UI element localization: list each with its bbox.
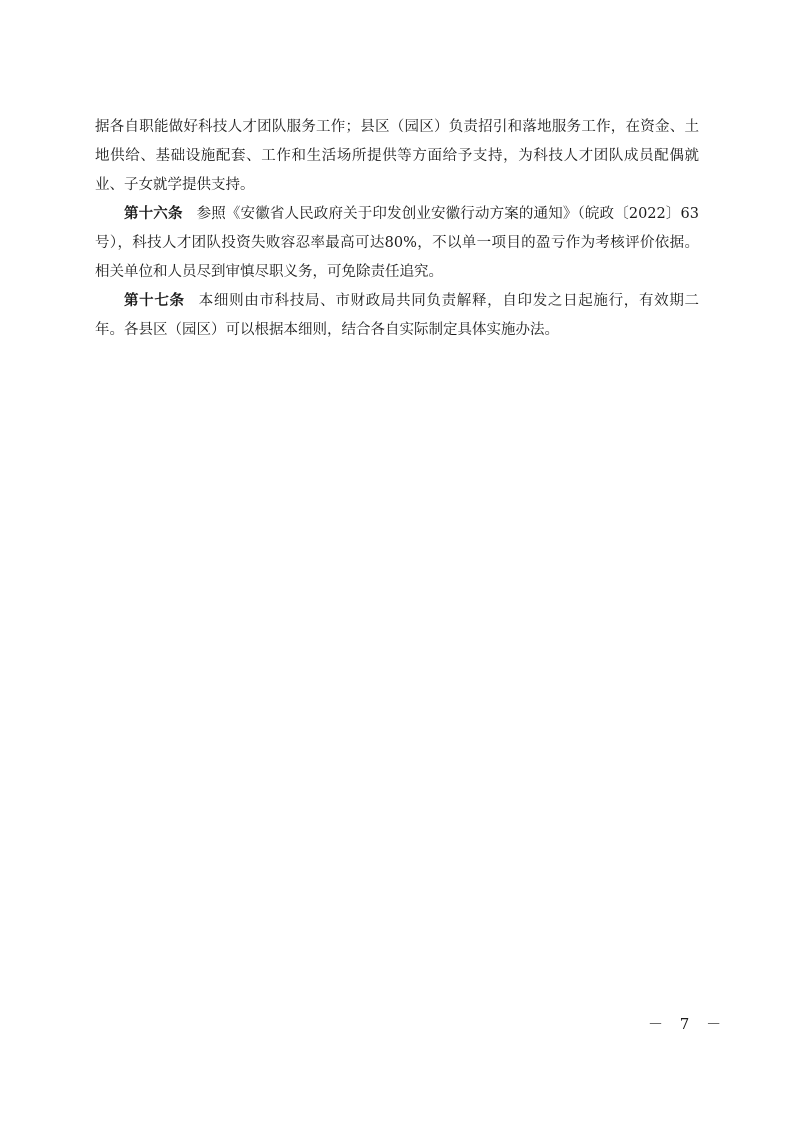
paragraph-text: 据各自职能做好科技人才团队服务工作；县区（园区）负责招引和落地服务工作，在资金、土地供给、基础设施配套、工作和生活场所提供等方面给予支持，为科技人才团队成员配偶就业、子女就学提供支持。 (95, 119, 699, 193)
article-label: 第十七条 (124, 293, 185, 309)
article-16 (95, 200, 699, 287)
paragraph-continuation (95, 113, 699, 200)
document-body (95, 113, 699, 345)
article-17 (95, 287, 699, 345)
paragraph-text: 本细则由市科技局、市财政局共同负责解释，自印发之日起施行，有效期二年。各县区（园区）可以根据本细则，结合各自实际制定具体实施办法。 (95, 293, 700, 338)
page-number: － 7 － (648, 1015, 728, 1033)
paragraph-text: 参照《安徽省人民政府关于印发创业安徽行动方案的通知》（皖政〔2022〕63号），科技人才团队投资失败容忍率最高可达80%，不以单一项目的盈亏作为考核评价依据。相关单位和人员尽到审慎尽职义务，可免除责任追究。 (95, 206, 700, 280)
article-label: 第十六条 (124, 206, 183, 222)
